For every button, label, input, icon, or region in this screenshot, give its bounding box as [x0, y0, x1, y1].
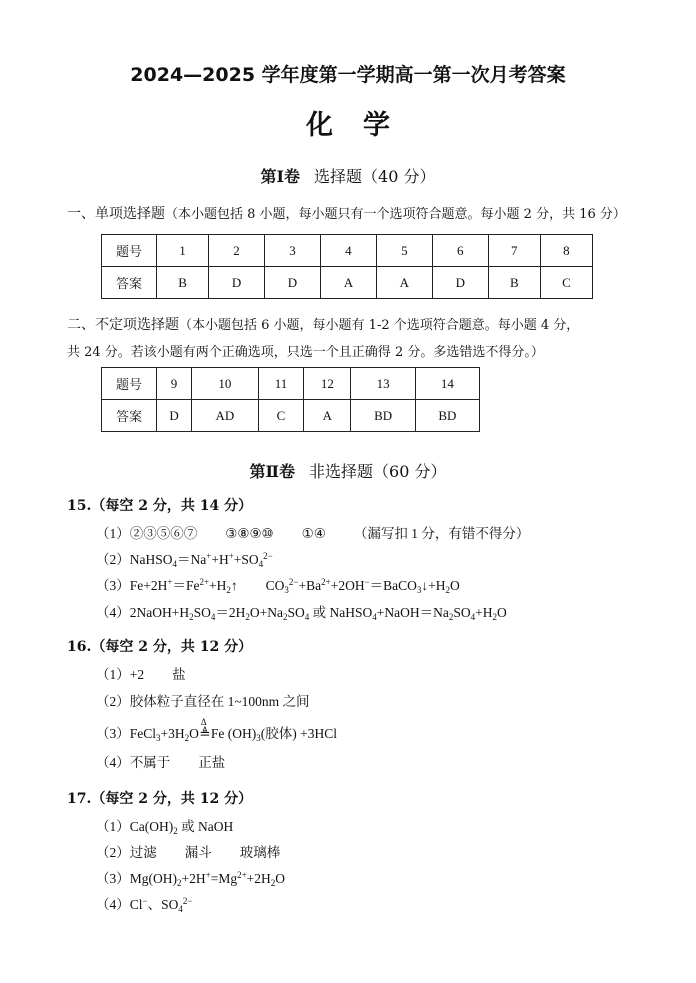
table-cell: BD	[415, 400, 479, 432]
q16-answer-3	[96, 717, 338, 743]
table-cell: 8	[540, 235, 592, 267]
equation: $CO_3^{2-}+Ba^{2+}+2OH^-=BaCO_3↓+H_2O$	[265, 577, 460, 595]
answer-number: （1）	[96, 667, 130, 682]
section2-lead: 二、不定项选择题	[67, 317, 179, 333]
table-cell: D	[432, 267, 488, 299]
table-cell: 10	[192, 368, 259, 400]
part1-roman: 第Ⅰ卷	[260, 167, 301, 186]
section1-answer-table	[101, 234, 593, 299]
answer-part: 过滤	[129, 845, 157, 860]
formula: $Ca(OH)_2$	[129, 819, 178, 836]
table-cell: 11	[258, 368, 304, 400]
table-cell: C	[258, 400, 304, 432]
table-cell: B	[488, 267, 540, 299]
equation: $NaHSO_4=Na^++H^++SO_4^{2-}$	[129, 551, 273, 569]
part2-roman: 第Ⅱ卷	[249, 462, 296, 481]
table-cell: A	[320, 267, 376, 299]
table-cell-header: 答案	[102, 267, 157, 299]
table-cell: A	[304, 400, 351, 432]
answer-part: ②③⑤⑥⑦	[129, 526, 198, 541]
answer-part: +2	[129, 667, 145, 682]
answer-part: 不属于	[129, 755, 171, 770]
equation: +3HCl	[296, 726, 338, 741]
table-cell: D	[157, 400, 192, 432]
table-cell: BD	[351, 400, 415, 432]
subject-title	[0, 103, 696, 142]
answer-part: ①④	[301, 526, 326, 541]
answer-number: （3）	[96, 871, 130, 886]
answer-note: （漏写扣 1 分，有错不得分）	[353, 526, 530, 541]
equation: $Mg(OH)_2+2H^+=Mg^{2+}+2H_2O$	[129, 870, 286, 888]
q15-answer-3	[96, 574, 460, 595]
table-row	[102, 267, 593, 299]
table-cell: 12	[304, 368, 351, 400]
answer-number: （4）	[96, 605, 130, 620]
colloid-label: (胶体)	[260, 726, 297, 741]
answer-part: 玻璃棒	[239, 845, 281, 860]
q17-answer-1	[96, 815, 233, 836]
table-cell: 9	[157, 368, 192, 400]
table-cell: 14	[415, 368, 479, 400]
answer-part: 胶体粒子直径在 1~100nm 之间	[129, 694, 310, 709]
answer-part: 正盐	[198, 755, 226, 770]
part2-label: 非选择题（60 分）	[309, 462, 447, 481]
table-cell: 4	[320, 235, 376, 267]
section2-answer-table	[101, 367, 480, 432]
formula: NaOH	[198, 819, 234, 834]
equation: $Fe+2H^+=Fe^{2+}+H_2↑$	[129, 577, 238, 595]
table-cell: D	[209, 267, 265, 299]
table-cell-header: 题号	[102, 235, 157, 267]
section1-instruction	[67, 203, 626, 223]
table-cell: 7	[488, 235, 540, 267]
q16-answer-1	[96, 663, 186, 683]
table-cell: 5	[376, 235, 432, 267]
subject-char-2: 学	[363, 110, 390, 141]
section2-instruction-line1	[67, 314, 579, 334]
q15-answer-1	[96, 522, 529, 542]
answer-number: （2）	[96, 694, 130, 709]
q15-answer-4	[96, 601, 507, 622]
table-row	[102, 235, 593, 267]
table-cell: 13	[351, 368, 415, 400]
section2-instruction-line2: 共 24 分。若该小题有两个正确选项，只选一个且正确得 2 分。多选错选不得分。）	[67, 345, 544, 360]
answer-part: ③⑧⑨⑩	[225, 526, 274, 541]
part2-heading	[0, 459, 696, 482]
table-cell: 1	[157, 235, 209, 267]
answer-number: （3）	[96, 578, 130, 593]
answer-number: （2）	[96, 845, 130, 860]
equation: Cl−、$SO_4^{2-}$	[129, 896, 193, 914]
section2-note-1: （本小题包括 6 小题，每小题有 1-2 个选项符合题意。每小题 4 分，	[179, 318, 580, 333]
table-cell: 3	[265, 235, 321, 267]
answer-part: 漏斗	[184, 845, 212, 860]
or-text: 或	[312, 605, 327, 620]
answer-number: （3）	[96, 726, 130, 741]
q15-heading: 15.（每空 2 分，共 14 分）	[67, 498, 253, 514]
answer-number: （4）	[96, 897, 130, 912]
answer-number: （2）	[96, 552, 130, 567]
q17-heading: 17.（每空 2 分，共 12 分）	[67, 791, 253, 807]
table-cell: B	[157, 267, 209, 299]
equation: $NaHSO_4+NaOH=Na_2SO_4+H_2O$	[329, 605, 507, 622]
answer-number: （1）	[96, 819, 130, 834]
table-cell: D	[265, 267, 321, 299]
table-row	[102, 368, 480, 400]
part1-label: 选择题（40 分）	[314, 167, 436, 186]
table-cell-header: 题号	[102, 368, 157, 400]
table-cell: C	[540, 267, 592, 299]
table-cell: AD	[192, 400, 259, 432]
answer-number: （4）	[96, 755, 130, 770]
q17-answer-2	[96, 841, 280, 861]
q16-answer-4	[96, 751, 225, 771]
table-cell: A	[376, 267, 432, 299]
subject-char-1: 化	[306, 110, 333, 141]
part1-heading	[0, 164, 696, 187]
q17-answer-3	[96, 867, 285, 888]
answer-part: 盐	[172, 667, 186, 682]
table-cell: 2	[209, 235, 265, 267]
table-cell-header: 答案	[102, 400, 157, 432]
section1-note: （本小题包括 8 小题，每小题只有一个选项符合题意。每小题 2 分，共 16 分）	[165, 207, 626, 222]
section1-lead: 一、单项选择题	[67, 206, 165, 222]
q17-answer-4	[96, 893, 192, 914]
answer-number: （1）	[96, 526, 130, 541]
or-text: 或	[181, 819, 195, 834]
q16-heading: 16.（每空 2 分，共 12 分）	[67, 639, 253, 655]
q16-answer-2	[96, 690, 310, 710]
q15-answer-2	[96, 548, 273, 569]
table-cell: 6	[432, 235, 488, 267]
equation: $2NaOH+H_2SO_4=2H_2O+Na_2SO_4$	[129, 605, 310, 622]
equation: $FeCl_3+3H_2O$ Δ ≜Fe $(OH)_3$	[129, 717, 261, 743]
table-row	[102, 400, 480, 432]
document-title: 2024—2025 学年度第一学期高一第一次月考答案	[130, 64, 566, 86]
